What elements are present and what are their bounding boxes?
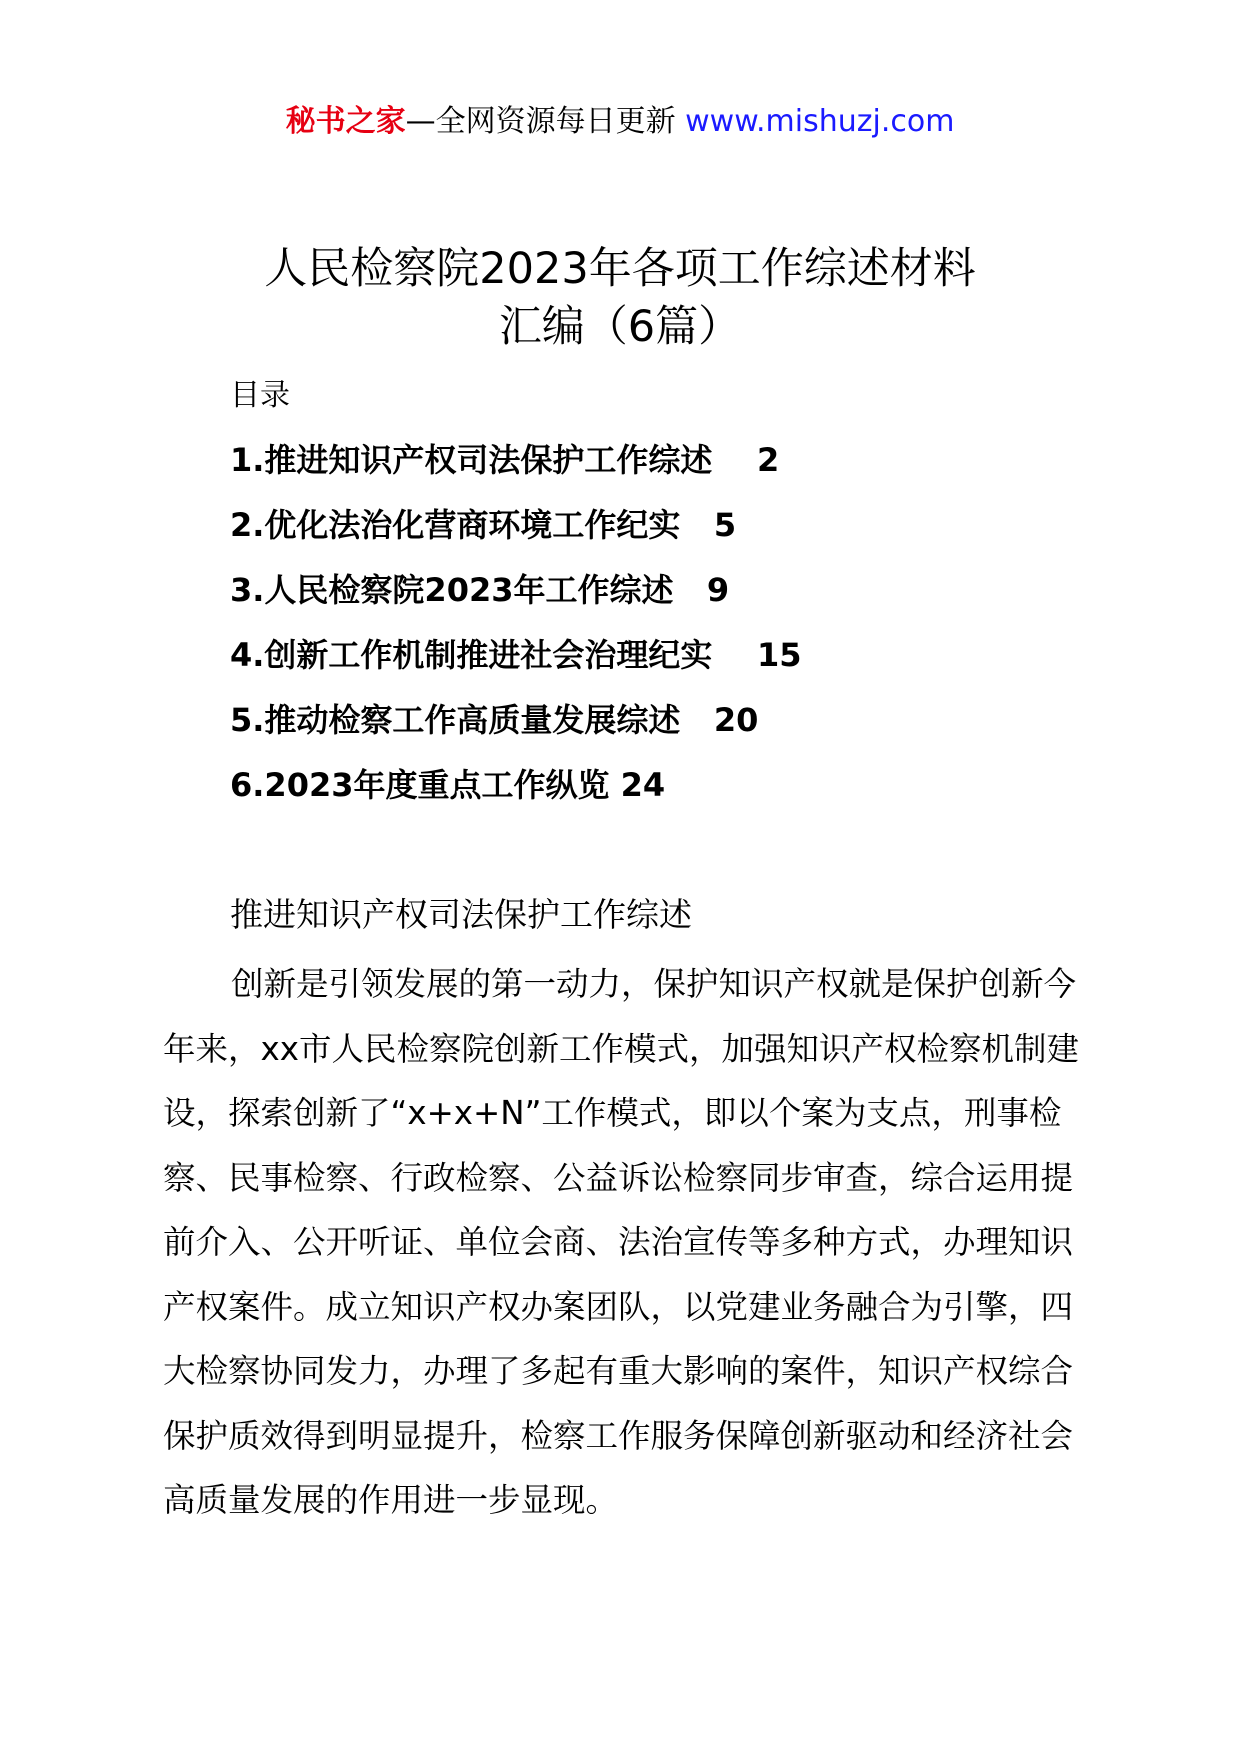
section-title: 推进知识产权司法保护工作综述 bbox=[230, 895, 692, 934]
brand-name: 秘书之家 bbox=[285, 104, 406, 139]
document-title bbox=[0, 240, 1240, 356]
header-tagline: —全网资源每日更新 bbox=[405, 104, 686, 139]
document-title-line-2: 汇编（6篇） bbox=[498, 302, 742, 352]
body-paragraph: 创新是引领发展的第一动力，保护知识产权就是保护创新今年来，xx市人民检察院创新工作模式，加强知识产权检察机制建设，探索创新了“x+x+N”工作模式，即以个案为支点，刑事检察、民事检察、行政检察、公益诉讼检察同步审查，综合运用提前介入、公开听证、单位会商、法治宣传等多种方式，办理知识产权案件。成立知识产权办案团队，以党建业务融合为引擎，四大检察协同发力，办理了多起有重大影响的案件，知识产权综合保护质效得到明显提升，检察工作服务保障创新驱动和经济社会高质量发展的作用进一步显现。 bbox=[163, 965, 1079, 1519]
document-title-line-1: 人民检察院2023年各项工作综述材料 bbox=[264, 244, 976, 294]
table-of-contents bbox=[230, 440, 1130, 830]
toc-item[interactable]: 4.创新工作机制推进社会治理纪实 15 bbox=[230, 636, 802, 674]
page-header bbox=[0, 102, 1240, 142]
toc-item[interactable]: 3.人民检察院2023年工作综述 9 bbox=[230, 571, 730, 609]
toc-item[interactable]: 1.推进知识产权司法保护工作综述 2 bbox=[230, 441, 780, 479]
toc-item[interactable]: 2.优化法治化营商环境工作纪实 5 bbox=[230, 506, 737, 544]
toc-heading: 目录 bbox=[230, 378, 290, 413]
toc-item[interactable]: 6.2023年度重点工作纵览 24 bbox=[230, 766, 666, 804]
toc-item[interactable]: 5.推动检察工作高质量发展综述 20 bbox=[230, 701, 759, 739]
website-link[interactable]: www.mishuzj.com bbox=[685, 104, 955, 139]
